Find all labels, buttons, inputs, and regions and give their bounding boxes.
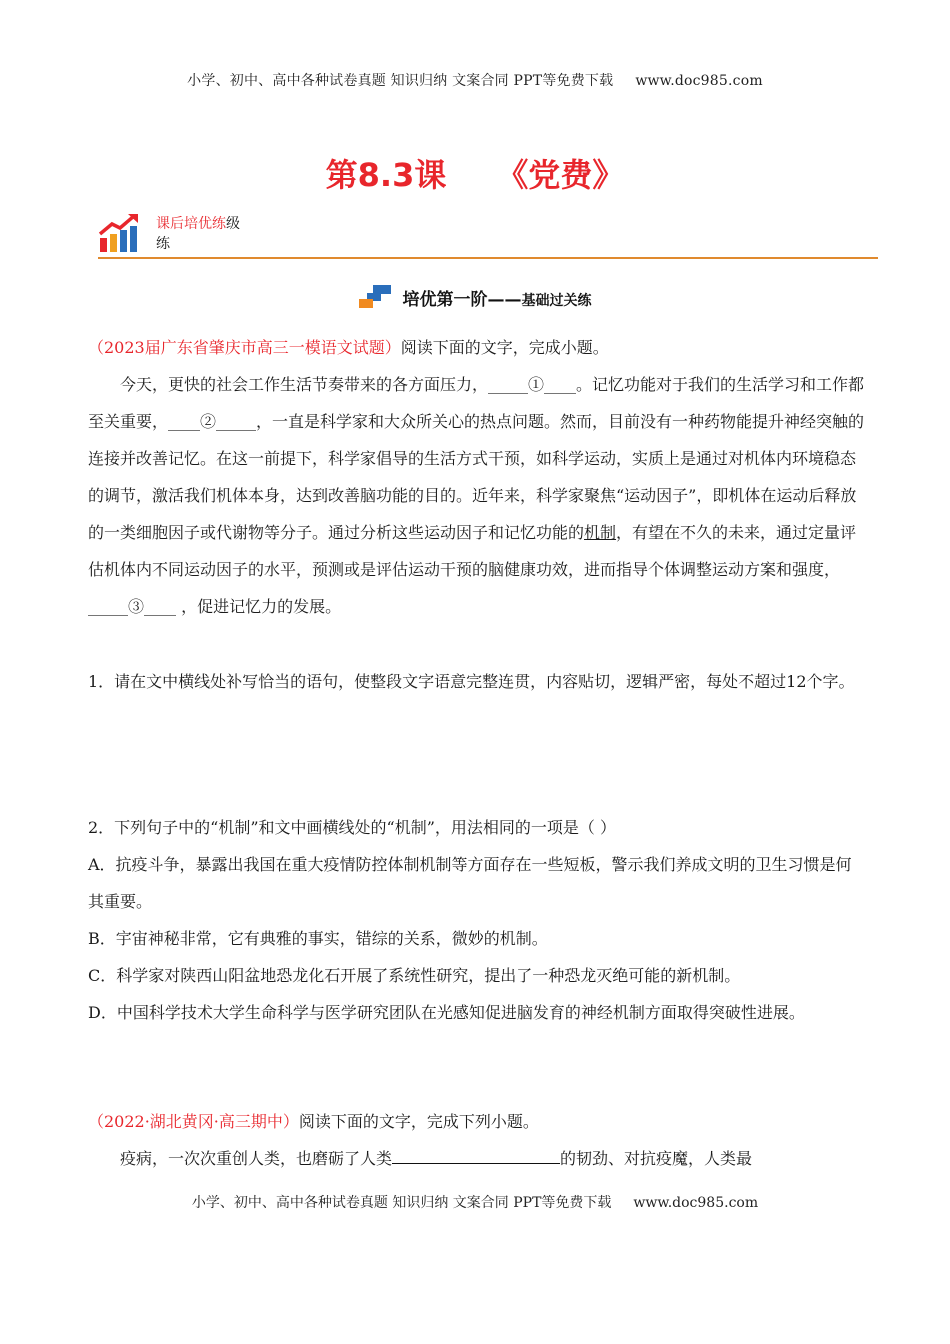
page-footer [0,1192,950,1212]
q2-passage [88,1140,864,1177]
question-2: 2．下列句子中的“机制”和文中画横线处的“机制”，用法相同的一项是（ ） [88,818,616,837]
lesson-number: 第8.3课 [325,156,447,194]
growth-chart-icon [98,212,142,254]
tag-red: 课后培优练 [156,216,226,232]
q1-passage [88,366,864,625]
tag-black-1: 级 [226,216,240,232]
q2-source: （2022·湖北黄冈·高三期中） [88,1112,299,1131]
section-dash: —— [487,290,522,310]
section-heading [0,285,950,310]
footer-site[interactable]: www.doc985.com [633,1195,759,1211]
section-sub: 基础过关练 [521,293,592,309]
q2-intro [88,1103,864,1140]
footer-text: 小学、初中、高中各种试卷真题 知识归纳 文案合同 PPT等免费下载 [191,1195,612,1211]
practice-tag [156,214,240,254]
section-main: 培优第一阶 [402,290,488,310]
option-c: C．科学家对陕西山阳盆地恐龙化石开展了系统性研究，提出了一种恐龙灭绝可能的新机制。 [88,966,741,985]
q2-passage-part-b: 的韧劲、对抗疫魔，人类最 [560,1149,753,1168]
q1-intro [88,329,864,366]
header-site[interactable]: www.doc985.com [635,73,763,89]
q1-source: （2023届广东省肇庆市高三一模语文试题） [88,338,401,357]
q1-passage-part-a: 今天，更快的社会工作生活节奏带来的各方面压力，_____①____。记忆功能对于我们的生活学习和工作都至关重要，____②_____，一直是科学家和大众所关心的热点问题。然而，目前没有一种药物能提升神经突触的连接并改善记忆。在这一前提下，科学家倡导的生活方式干预，如科学运动，实质上是通过对机体内环境稳态的调节，激活我们机体本身，达到改善脑功能的目的。近年来，科学家聚焦“运动因子”，即机体在运动后释放的一类细胞因子或代谢物等分子。通过分析这些运动因子和记忆功能的 [88,375,865,542]
q2-lead: 阅读下面的文字，完成下列小题。 [298,1112,539,1131]
option-d: D．中国科学技术大学生命科学与医学研究团队在光感知促进脑发育的神经机制方面取得突破性进展。 [88,1003,805,1022]
header-text: 小学、初中、高中各种试卷真题 知识归纳 文案合同 PPT等免费下载 [187,73,614,89]
stairs-icon [359,285,393,309]
tag-black-2: 练 [156,236,170,252]
lesson-name: 《党费》 [496,156,625,194]
q1-passage-part-b: ，有望在不久的未来，通过定量评估机体内不同运动因子的水平，预测或是评估运动干预的脑健康功效，进而指导个体调整运动方案和强度，_____③____ ，促进记忆力的发展。 [88,523,857,616]
q2-passage-part-a: 疫病，一次次重创人类，也磨砺了人类 [120,1149,393,1168]
fill-blank [392,1149,560,1164]
lesson-title [0,150,950,196]
question-1: 1．请在文中横线处补写恰当的语句，使整段文字语意完整连贯，内容贴切，逻辑严密，每处不超过12个字。 [88,672,855,691]
option-b: B．宇宙神秘非常，它有典雅的事实，错综的关系，微妙的机制。 [88,929,548,948]
header-divider [98,257,878,259]
underlined-term: 机制 [584,523,617,542]
option-a: A．抗疫斗争，暴露出我国在重大疫情防控体制机制等方面存在一些短板，警示我们养成文明的卫生习惯是何其重要。 [88,855,852,911]
page-header [0,70,950,90]
q1-lead: 阅读下面的文字，完成小题。 [400,338,609,357]
